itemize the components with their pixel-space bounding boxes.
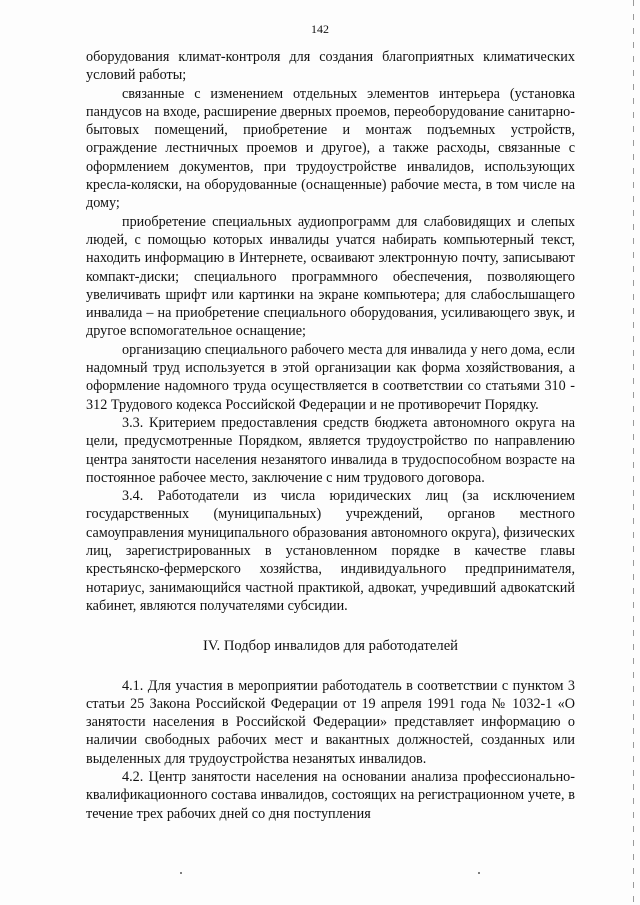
page-number: 142 (311, 22, 329, 36)
scan-speck (478, 872, 480, 874)
paragraph-3-3-criterion: 3.3. Критерием предоставления средств бюджета автономного округа на цели, предусмотренные Порядком, является трудоустройство по направлению центра занятости населения незанятого инвалида в трудоспособном возрасте на постоянное рабочее место, заключение с ним трудового договора. (86, 414, 575, 486)
document-text-body (86, 48, 575, 823)
paragraph-audio-programs: приобретение специальных аудиопрограмм для слабовидящих и слепых людей, с помощью которых инвалиды учатся набирать компьютерный текст, находить информацию в Интернете, осваивают электронную почту, записывают компакт-диски; специального программного обеспечения, позволяющего увеличивать шрифт или картинки на экране компьютера; для слабослышащего инвалида – на приобретение специального оборудования, усиливающего звук, и другое вспомогательное оснащение; (86, 213, 575, 340)
section-heading: IV. Подбор инвалидов для работодателей (203, 638, 458, 655)
paragraph-4-2-employment-center: 4.2. Центр занятости населения на основании анализа профессионально-квалификационного состава инвалидов, состоящих на регистрационном учете, в течение трех рабочих дней со дня поступления (86, 768, 575, 822)
scan-speck (180, 872, 182, 874)
paragraph-home-workplace: организацию специального рабочего места для инвалида у него дома, если надомный труд используется в этой организации как форма хозяйствования, а оформление надомного труда осуществляется в соответствии со статьями 310 - 312 Трудового кодекса Российской Федерации и не противоречит Порядку. (86, 341, 575, 413)
paragraph-climate-equipment: оборудования климат-контроля для создания благоприятных климатических условий работы; (86, 49, 575, 84)
scan-edge-line (633, 0, 634, 905)
paragraph-3-4-employers: 3.4. Работодатели из числа юридических лиц (за исключением государственных (муниципальных) учреждений, органов местного самоуправления муниципального образования автономного округа), физических лиц, зарегистрированных в установленном порядке в качестве главы крестьянско-фермерского хозяйства, индивидуального предпринимателя, нотариус, занимающийся частной практикой, адвокат, учредивший адвокатский кабинет, являются получателями субсидии. (86, 488, 575, 614)
paragraph-interior-changes: связанные с изменением отдельных элементов интерьера (установка пандусов на входе, расширение дверных проемов, переоборудование санитарно-бытовых помещений, приобретение и монтаж подъемных устройств, ограждение лестничных проемов и другое), а также расходы, связанные с оформлением документов, при трудоустройстве инвалидов, использующих кресла-коляски, на оборудованные (оснащенные) рабочие места, в том числе на дому; (86, 85, 575, 212)
paragraph-4-1-participation: 4.1. Для участия в мероприятии работодатель в соответствии с пунктом 3 статьи 25 Закона Российской Федерации от 19 апреля 1991 года № 1032-1 «О занятости населения в Российской Федерации» представляет информацию о наличии свободных рабочих мест и вакантных должностей, созданных или выделенных для трудоустройства незанятых инвалидов. (86, 677, 575, 767)
